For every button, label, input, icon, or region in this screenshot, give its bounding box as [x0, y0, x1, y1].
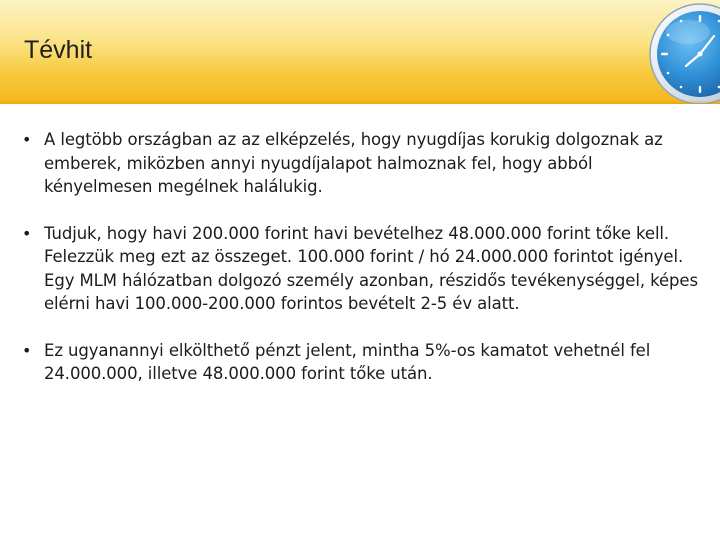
clock-icon: [640, 2, 720, 104]
header-shadow: [0, 100, 720, 104]
bullet-marker: •: [22, 340, 32, 360]
slide-body: [22, 128, 698, 386]
slide-title: Tévhit: [24, 36, 93, 64]
bullet-item: [22, 339, 698, 386]
bullet-marker: •: [22, 223, 32, 243]
slide-header: [0, 0, 720, 104]
bullet-item: [22, 222, 698, 316]
bullet-item: [22, 128, 698, 199]
bullet-text: A legtöbb országban az az elképzelés, hogy nyugdíjas korukig dolgoznak az emberek, miközben annyi nyugdíjalapot halmoznak fel, hogy abból kényelmesen megélnek halálukig.: [44, 130, 663, 196]
bullet-text: Tudjuk, hogy havi 200.000 forint havi bevételhez 48.000.000 forint tőke kell. Felezzük meg ezt az összeget. 100.000 forint / hó 24.000.000 forintot igényel. Egy MLM hálózatban dolgozó személy azonban, részidős tevékenységgel, képes elérni havi 100.000-200.000 forintos bevételt 2-5 év alatt.: [44, 223, 698, 313]
bullet-text: Ez ugyanannyi elkölthető pénzt jelent, mintha 5%-os kamatot vehetnél fel 24.000.000, illetve 48.000.000 forint tőke után.: [44, 340, 651, 383]
bullet-marker: •: [22, 130, 32, 149]
